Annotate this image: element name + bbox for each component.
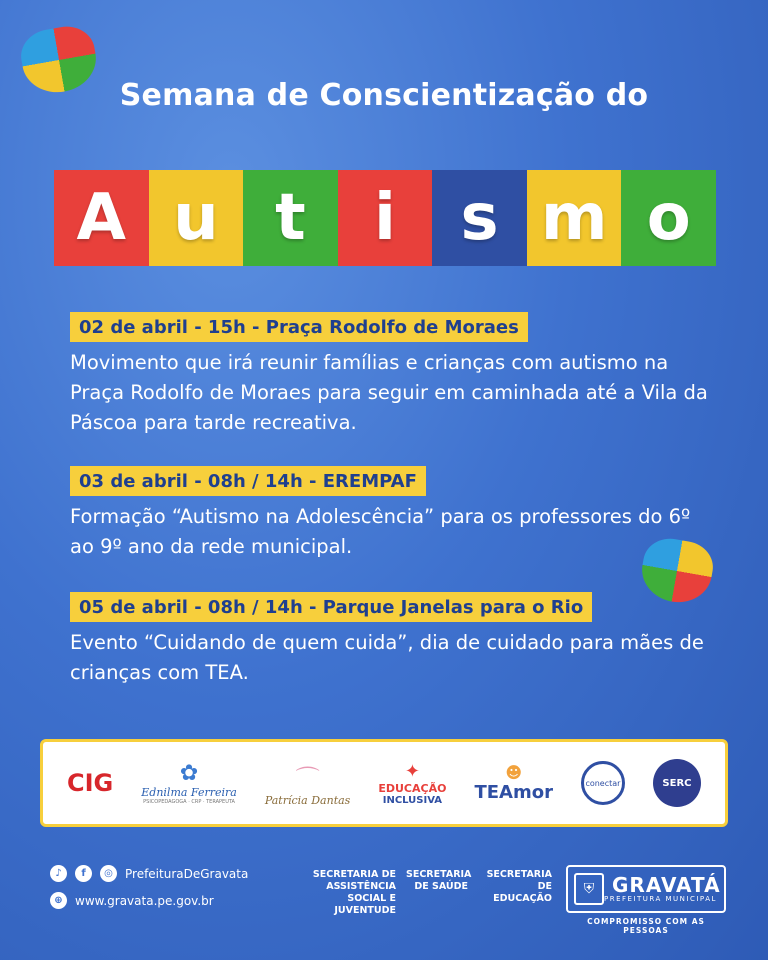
puzzle-piece-i — [338, 170, 433, 266]
footer — [0, 855, 768, 935]
globe-icon: ⊕ — [50, 892, 67, 909]
puzzle-letter: m — [540, 181, 608, 255]
instagram-icon[interactable]: ◎ — [100, 865, 117, 882]
brand-subtitle: PREFEITURA MUNICIPAL — [604, 895, 717, 903]
ednilma-subtitle: PSICOPEDAGOGA · CRP · TERAPEUTA — [143, 799, 235, 805]
puzzle-piece-t — [243, 170, 338, 266]
brand-name: GRAVATÁ — [612, 873, 721, 897]
tiktok-icon[interactable]: ♪ — [50, 865, 67, 882]
sec-assistencia: SECRETARIA DE ASSISTÊNCIA SOCIAL E JUVENTUDE — [312, 869, 396, 916]
logo-educacao-inclusiva — [378, 761, 446, 806]
patricia-name: Patrícia Dantas — [264, 794, 351, 807]
puzzle-piece-m — [527, 170, 622, 266]
puzzle-letter: t — [275, 181, 306, 255]
puzzle-letter: s — [460, 181, 499, 255]
ednilma-name: Ednilma Ferreira — [141, 786, 237, 799]
puzzle-piece-o — [621, 170, 716, 266]
logo-serc — [653, 759, 701, 807]
website-url[interactable]: www.gravata.pe.gov.br — [75, 893, 214, 908]
cig-logo-text: CIG — [67, 769, 114, 797]
event-description: Evento “Cuidando de quem cuida”, dia de cuidado para mães de crianças com TEA. — [70, 631, 704, 684]
puzzle-letter: A — [76, 181, 127, 255]
event-block — [70, 592, 710, 688]
social-handle[interactable]: PrefeituraDeGravata — [125, 866, 249, 881]
social-links — [50, 865, 248, 882]
gravata-brand — [566, 865, 726, 913]
puzzle-piece-s — [432, 170, 527, 266]
sec-educacao: SECRETARIA DE EDUCAÇÃO — [486, 869, 552, 904]
event-date-tag: 03 de abril - 08h / 14h - EREMPAF — [70, 466, 426, 496]
event-description: Formação “Autismo na Adolescência” para os professores do 6º ao 9º ano da rede municipal. — [70, 505, 691, 558]
kids-icon: ☻ — [505, 763, 523, 782]
event-block — [70, 312, 710, 438]
puzzle-letter: o — [646, 181, 691, 255]
logo-cig — [67, 769, 113, 797]
puzzle-piece-a — [54, 170, 149, 266]
logo-conectar — [581, 761, 625, 805]
website-link[interactable] — [50, 892, 214, 909]
brand-slogan: COMPROMISSO COM AS PESSOAS — [587, 917, 705, 935]
serc-circle-icon — [653, 759, 701, 807]
teamor-text: TEAmor — [474, 782, 553, 803]
event-description: Movimento que irá reunir famílias e crianças com autismo na Praça Rodolfo de Moraes para seguir em caminhada até a Vila da Páscoa para tarde recreativa. — [70, 351, 708, 434]
logo-ednilma — [141, 761, 237, 805]
conectar-circle-icon — [581, 761, 625, 805]
puzzle-letter: u — [173, 181, 219, 255]
brain-icon: ✿ — [179, 761, 199, 786]
puzzle-letter: i — [374, 181, 396, 255]
page-subtitle: Semana de Conscientização do — [119, 78, 649, 113]
rainbow-icon: ⌒ — [295, 765, 320, 793]
serc-text: SERC — [662, 777, 692, 789]
educacao-line1: EDUCAÇÃO — [378, 781, 447, 795]
event-block — [70, 466, 710, 562]
educacao-line2: INCLUSIVA — [382, 794, 443, 806]
logo-teamor — [474, 763, 553, 803]
people-icon: ✦ — [404, 760, 420, 782]
facebook-icon[interactable]: f — [75, 865, 92, 882]
event-date-tag: 02 de abril - 15h - Praça Rodolfo de Moraes — [70, 312, 528, 342]
puzzle-piece-u — [149, 170, 244, 266]
autismo-puzzle-title — [54, 170, 716, 266]
crest-icon: ⛨ — [574, 873, 604, 905]
conectar-text: conectar — [585, 778, 621, 788]
event-date-tag: 05 de abril - 08h / 14h - Parque Janelas para o Rio — [70, 592, 592, 622]
sec-saude: SECRETARIA DE SAÚDE — [406, 869, 472, 892]
logo-patricia — [265, 759, 350, 807]
partner-logos-bar — [40, 739, 728, 827]
